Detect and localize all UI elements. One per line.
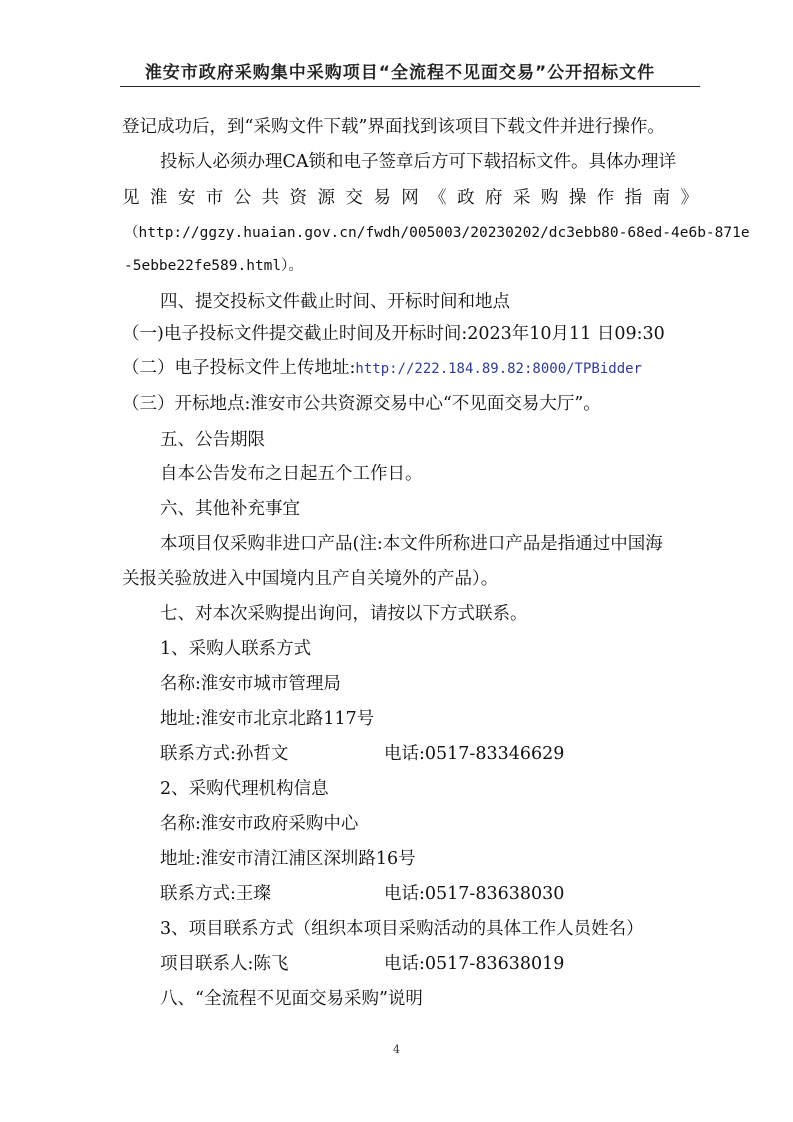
page-number: 4 (393, 1043, 400, 1056)
paragraph-import-1: 本项目仅采购非进口产品(注:本文件所称进口产品是指通过中国海 (160, 534, 663, 554)
purchaser-phone: 电话:0517-83346629 (384, 744, 565, 764)
upload-url-link[interactable]: http://222.184.89.82:8000/TPBidder (355, 361, 642, 377)
project-contact-person: 项目联系人:陈飞 (160, 954, 289, 974)
purchaser-contact-person: 联系方式:孙哲文 (160, 744, 289, 764)
purchaser-name: 名称:淮安市城市管理局 (160, 674, 341, 694)
paragraph-download: 登记成功后，到“采购文件下载”界面找到该项目下载文件并进行操作。 (122, 117, 665, 137)
section-heading-6: 六、其他补充事宜 (160, 499, 300, 519)
purchaser-contact (160, 742, 565, 766)
section-heading-8: 八、“全流程不见面交易采购”说明 (160, 989, 423, 1009)
purchaser-address: 地址:淮安市北京北路117号 (160, 709, 375, 729)
agency-name: 名称:淮安市政府采购中心 (160, 814, 359, 834)
opening-location: （三）开标地点:淮安市公共资源交易中心“不见面交易大厅”。 (122, 394, 601, 414)
paragraph-import-2: 关报关验放进入中国境内且产自关境外的产品）。 (122, 569, 499, 589)
project-phone: 电话:0517-83638019 (384, 954, 565, 974)
guide-url-part1[interactable]: （http://ggzy.huaian.gov.cn/fwdh/005003/20230202/dc3ebb80-68ed-4e6b-871e (124, 225, 750, 241)
section-heading-4: 四、提交投标文件截止时间、开标时间和地点 (160, 292, 510, 312)
agency-address: 地址:淮安市清江浦区深圳路16号 (160, 849, 416, 869)
project-contact (160, 952, 565, 976)
paragraph-ca: 投标人必须办理CA锁和电子签章后方可下载招标文件。具体办理详 (160, 152, 677, 172)
section-heading-5: 五、公告期限 (160, 430, 265, 450)
deadline-text: （一)电子投标文件提交截止时间及开标时间:2023年10月11 日09:30 (122, 324, 665, 344)
paragraph-guide: 见淮安市公共资源交易网《政府采购操作指南》 (122, 188, 698, 208)
agency-contact (160, 882, 565, 906)
section-heading-7: 七、对本次采购提出询问，请按以下方式联系。 (160, 604, 528, 624)
contact-heading-1: 1、采购人联系方式 (160, 639, 312, 659)
contact-heading-3: 3、项目联系方式（组织本项目采购活动的具体工作人员姓名） (160, 919, 644, 939)
page-header: 淮安市政府采购集中采购项目“全流程不见面交易”公开招标文件 (144, 63, 656, 83)
upload-address (122, 356, 642, 381)
agency-contact-person: 联系方式:王璨 (160, 884, 271, 904)
contact-heading-2: 2、采购代理机构信息 (160, 779, 329, 799)
upload-label: （二）电子投标文件上传地址: (122, 358, 356, 378)
notice-period-text: 自本公告发布之日起五个工作日。 (160, 464, 423, 484)
header-rule (120, 86, 700, 87)
agency-phone: 电话:0517-83638030 (384, 884, 565, 904)
guide-url-part2[interactable]: -5ebbe22fe589.html）。 (124, 258, 303, 274)
